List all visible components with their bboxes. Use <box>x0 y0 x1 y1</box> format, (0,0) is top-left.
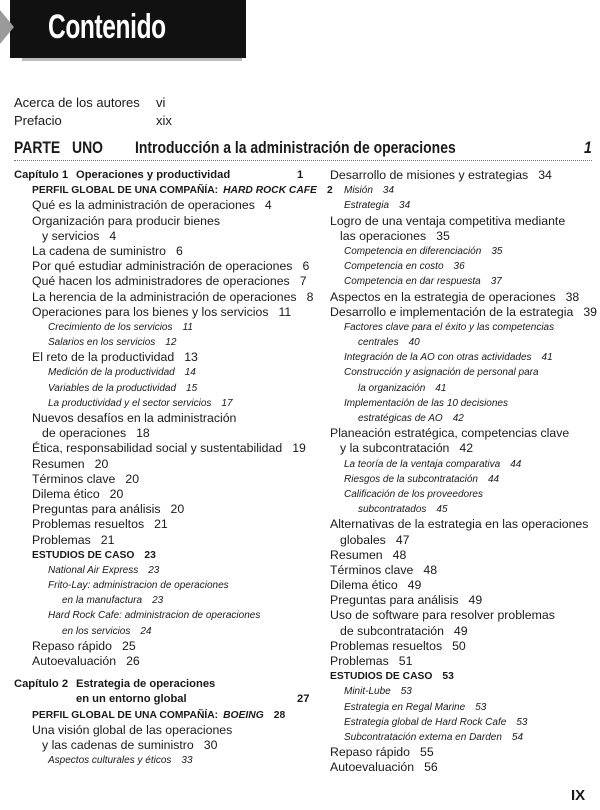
entry-title: las operaciones <box>340 228 427 243</box>
entry-page: 4 <box>109 228 117 243</box>
entry-title: y servicios <box>42 228 100 243</box>
toc-entry <box>14 350 333 365</box>
front-matter-item <box>14 95 166 110</box>
part-number: UNO <box>72 138 103 157</box>
toc-entry <box>14 229 333 244</box>
entry-title: Qué hacen los administradores de operaciones <box>32 274 290 289</box>
entry-page: 13 <box>184 350 198 365</box>
toc-entry <box>14 305 333 320</box>
chapter-label: Capítulo 2 <box>14 678 69 691</box>
toc-entry <box>14 472 333 487</box>
toc-entry <box>330 411 597 426</box>
toc-entry <box>14 753 333 768</box>
entry-title: Repaso rápido <box>330 745 410 760</box>
entry-title: Construcción y asignación de personal para <box>344 367 539 379</box>
entry-title: ESTUDIOS DE CASO <box>32 549 135 561</box>
entry-title: Operaciones para los bienes y los servicios <box>32 304 269 319</box>
entry-title: Desarrollo de misiones y estrategias <box>330 168 529 182</box>
toc-entry <box>330 183 597 198</box>
entry-title: Autoevaluación <box>32 654 117 668</box>
chapter-label: Capítulo 1 <box>14 169 69 181</box>
entry-page: 20 <box>125 471 140 486</box>
entry-title: Frito-Lay: administracion de operaciones <box>48 580 229 592</box>
toc-entry <box>14 723 333 738</box>
toc-entry <box>330 244 597 259</box>
entry-page: 28 <box>273 709 286 721</box>
entry-page: 53 <box>516 716 528 728</box>
toc-entry <box>330 229 597 244</box>
toc-entry <box>330 593 597 608</box>
entry-title: Resumen <box>330 547 383 562</box>
entry-title: estratégicas de AO <box>358 413 443 424</box>
entry-title: Ética, responsabilidad social y sustentabilidad <box>32 441 283 456</box>
entry-page: 15 <box>186 382 198 394</box>
entry-page: 56 <box>424 760 438 775</box>
toc-entry <box>330 745 597 760</box>
entry-title: Estrategia <box>344 200 390 212</box>
entry-page: 35 <box>436 228 450 243</box>
entry-page: 25 <box>121 638 136 653</box>
entry-page: 30 <box>203 737 218 752</box>
entry-title: Misión <box>344 185 373 197</box>
entry-title: Minit-Lube <box>344 686 391 698</box>
toc-entry <box>14 487 333 502</box>
entry-title: Logro de una ventaja competitiva mediante <box>330 213 566 228</box>
entry-title: Una visión global de las operaciones <box>32 722 233 737</box>
toc-entry <box>14 426 333 441</box>
part-page: 1 <box>584 138 592 157</box>
entry-title: Nuevos desafíos en la administración <box>32 411 237 425</box>
entry-page: 20 <box>109 486 124 501</box>
entry-title: Problemas <box>330 654 389 668</box>
entry-page: 17 <box>221 397 233 409</box>
toc-entry <box>330 548 597 563</box>
entry-page: 20 <box>170 502 185 517</box>
toc-entry <box>330 426 597 441</box>
toc-entry <box>330 654 597 669</box>
toc-entry <box>330 457 597 472</box>
entry-page: 24 <box>140 625 152 637</box>
entry-page: 23 <box>144 549 156 561</box>
toc-entry <box>330 350 597 365</box>
entry-page: 34 <box>399 200 411 212</box>
toc-entry <box>330 381 597 396</box>
toc-entry <box>14 654 333 669</box>
toc-entry <box>330 684 597 699</box>
page-folio: IX <box>571 787 586 804</box>
entry-title: Competencia en diferenciación <box>344 245 482 257</box>
entry-title: Variables de la productividad <box>48 382 177 394</box>
entry-title: Preguntas para análisis <box>32 502 161 517</box>
toc-entry <box>330 730 597 745</box>
entry-page: 20 <box>94 456 109 471</box>
entry-title: La cadena de suministro <box>32 243 166 258</box>
toc-right-column <box>330 168 597 776</box>
entry-title: El reto de la productividad <box>32 350 175 365</box>
entry-title: Subcontratación externa en Darden <box>344 731 502 743</box>
toc-entry <box>14 533 333 548</box>
toc-entry <box>14 320 333 335</box>
front-matter-label: Prefacio <box>14 113 62 128</box>
toc-entry <box>330 517 597 532</box>
toc-entry <box>330 487 597 502</box>
entry-title: Alternativas de la estrategia en las operaciones <box>330 517 589 532</box>
entry-title: de subcontratación <box>340 623 444 638</box>
entry-title: Autoevaluación <box>330 760 415 775</box>
toc-entry <box>14 457 333 472</box>
entry-title: Crecimiento de los servicios <box>48 321 173 333</box>
part-title: Introducción a la administración de operaciones <box>135 138 456 157</box>
toc-entry <box>14 517 333 532</box>
entry-title: PERFIL GLOBAL DE UNA COMPAÑÍA: <box>32 709 219 721</box>
toc-entry <box>330 365 597 380</box>
entry-title: la organización <box>358 382 426 394</box>
toc-entry <box>14 214 333 229</box>
entry-title: Operaciones y productividad <box>76 169 231 181</box>
entry-page: 11 <box>278 304 292 319</box>
entry-page: 44 <box>487 473 500 485</box>
entry-page: 12 <box>165 337 177 349</box>
entry-page: 40 <box>408 337 420 349</box>
entry-page: 11 <box>182 321 193 333</box>
toc-entry <box>14 198 333 213</box>
toc-entry <box>330 760 597 775</box>
entry-page: 53 <box>475 701 487 713</box>
entry-emphasis: BOEING <box>223 709 264 721</box>
entry-page: 37 <box>490 276 502 288</box>
entry-title: centrales <box>358 337 399 349</box>
entry-page: 53 <box>442 671 454 683</box>
entry-page: 1 <box>297 169 304 181</box>
entry-page: 35 <box>491 245 503 257</box>
toc-entry <box>330 502 597 517</box>
entry-page: 41 <box>435 382 447 394</box>
entry-title: de operaciones <box>42 426 127 441</box>
toc-entry <box>14 396 333 411</box>
toc-entry <box>330 472 597 487</box>
entry-page: 49 <box>468 593 483 608</box>
entry-page: 8 <box>306 289 314 304</box>
entry-page: 21 <box>100 532 115 547</box>
entry-page: 45 <box>436 504 448 516</box>
toc-entry <box>14 274 333 289</box>
toc-entry <box>330 563 597 578</box>
entry-title: en un entorno global <box>76 693 187 706</box>
entry-title: Organización para producir bienes <box>32 213 220 228</box>
entry-title: PERFIL GLOBAL DE UNA COMPAÑÍA: <box>32 185 219 197</box>
header-shadow <box>22 58 242 61</box>
entry-title: National Air Express <box>48 564 139 576</box>
entry-title: y las cadenas de suministro <box>42 737 194 752</box>
toc-entry <box>14 738 333 753</box>
entry-page: 18 <box>136 426 150 441</box>
entry-title: Por qué estudiar administración de operaciones <box>32 259 293 274</box>
toc-left-column <box>14 168 333 768</box>
entry-page: 4 <box>264 198 272 213</box>
toc-entry <box>14 608 333 623</box>
toc-entry <box>330 715 597 730</box>
toc-entry <box>330 624 597 639</box>
entry-title: Estrategia global de Hard Rock Cafe <box>344 716 507 728</box>
entry-title: Resumen <box>32 456 85 471</box>
front-matter-label: Acerca de los autores <box>14 95 140 110</box>
toc-entry <box>14 244 333 259</box>
entry-title: Estrategia en Regal Marine <box>344 701 466 713</box>
entry-title: Salarios en los servicios <box>48 337 156 349</box>
toc-entry <box>14 578 333 593</box>
entry-title: subcontratados <box>358 504 427 516</box>
entry-page: 44 <box>510 458 522 470</box>
header-banner <box>10 0 246 58</box>
toc-entry <box>14 441 333 456</box>
toc-entry <box>330 639 597 654</box>
entry-title: globales <box>340 532 386 547</box>
toc-entry <box>14 708 333 723</box>
entry-title: Aspectos culturales y éticos <box>48 755 172 767</box>
entry-title: Factores clave para el éxito y las competencias <box>344 321 555 333</box>
entry-page: 2 <box>326 185 333 197</box>
entry-title: Hard Rock Cafe: administracion de operaciones <box>48 610 261 622</box>
toc-entry <box>330 608 597 623</box>
part-label: PARTE <box>14 138 61 157</box>
toc-entry <box>330 214 597 229</box>
entry-title: Integración de la AO con otras actividades <box>344 352 532 364</box>
toc-entry <box>14 183 333 198</box>
entry-page: 26 <box>126 654 140 668</box>
entry-page: 51 <box>398 654 413 668</box>
entry-emphasis: HARD ROCK CAFE <box>223 185 317 197</box>
page-title: Contenido <box>48 8 166 46</box>
entry-title: Competencia en dar respuesta <box>344 276 481 288</box>
entry-page: 33 <box>181 755 193 767</box>
entry-page: 50 <box>452 638 466 653</box>
entry-page: 48 <box>423 562 438 577</box>
entry-title: Uso de software para resolver problemas <box>330 608 555 623</box>
entry-page: 36 <box>453 261 465 273</box>
entry-page: 53 <box>400 686 412 698</box>
entry-page: 7 <box>299 274 307 289</box>
entry-title: Qué es la administración de operaciones <box>32 198 255 213</box>
entry-title: La herencia de la administración de operaciones <box>32 289 297 304</box>
entry-page: 6 <box>302 259 310 274</box>
entry-page: 27 <box>297 693 310 706</box>
toc-entry <box>330 669 597 684</box>
toc-entry <box>14 677 333 692</box>
entry-title: Competencia en costo <box>344 261 444 273</box>
entry-title: Dilema ético <box>32 486 100 501</box>
toc-entry <box>330 700 597 715</box>
toc-entry <box>14 335 333 350</box>
entry-title: ESTUDIOS DE CASO <box>330 671 433 683</box>
toc-entry <box>14 381 333 396</box>
spacer <box>14 669 333 677</box>
toc-entry <box>14 563 333 578</box>
entry-page: 54 <box>511 731 524 743</box>
toc-entry <box>14 593 333 608</box>
entry-page: 34 <box>538 168 552 182</box>
toc-entry <box>14 168 333 183</box>
entry-title: Dilema ético <box>330 578 398 593</box>
entry-title: Calificación de los proveedores <box>344 488 483 500</box>
toc-entry <box>14 259 333 274</box>
entry-page: 34 <box>382 185 395 197</box>
entry-page: 49 <box>453 623 468 638</box>
toc-entry <box>14 411 333 426</box>
entry-title: La teoría de la ventaja comparativa <box>344 458 501 470</box>
toc-entry <box>330 274 597 289</box>
entry-title: Problemas <box>32 532 91 547</box>
entry-title: Implementación de las 10 decisiones <box>344 397 508 409</box>
entry-title: Preguntas para análisis <box>330 593 459 608</box>
entry-title: Problemas resueltos <box>32 517 145 532</box>
entry-page: 39 <box>583 304 598 319</box>
toc-entry <box>330 305 597 320</box>
entry-title: Términos clave <box>32 471 116 486</box>
entry-page: 55 <box>419 745 434 760</box>
entry-page: 23 <box>152 595 164 607</box>
toc-entry <box>14 290 333 305</box>
entry-page: 41 <box>541 352 553 364</box>
entry-title: Medición de la productividad <box>48 367 175 379</box>
toc-entry <box>330 441 597 456</box>
toc-entry <box>14 624 333 639</box>
front-matter-item <box>14 113 172 128</box>
entry-title: Problemas resueltos <box>330 638 443 653</box>
toc-entry <box>330 578 597 593</box>
entry-title: Estrategia de operaciones <box>76 678 216 691</box>
toc-entry <box>330 533 597 548</box>
entry-title: Riesgos de la subcontratación <box>344 473 478 485</box>
entry-title: La productividad y el sector servicios <box>48 397 212 409</box>
chevron-right-icon <box>0 10 14 44</box>
front-matter-page: xix <box>156 113 172 128</box>
toc-entry <box>14 365 333 380</box>
entry-title: Repaso rápido <box>32 638 112 653</box>
entry-page: 38 <box>565 289 580 304</box>
entry-page: 49 <box>407 578 422 593</box>
toc-entry <box>14 548 333 563</box>
entry-title: Planeación estratégica, competencias clave <box>330 426 570 441</box>
toc-entry <box>330 198 597 213</box>
entry-page: 6 <box>175 243 183 258</box>
entry-page: 47 <box>395 532 410 547</box>
toc-entry <box>330 168 597 183</box>
entry-title: Desarrollo e implementación de la estrategia <box>330 304 574 319</box>
entry-title: en la manufactura <box>62 595 143 607</box>
entry-page: 48 <box>392 547 407 562</box>
entry-page: 14 <box>184 367 196 379</box>
toc-entry <box>330 259 597 274</box>
toc-entry <box>330 320 597 335</box>
entry-title: Términos clave <box>330 562 414 577</box>
entry-title: y la subcontratación <box>340 441 450 456</box>
toc-entry <box>14 639 333 654</box>
entry-page: 19 <box>292 441 306 456</box>
toc-entry <box>14 692 333 707</box>
entry-title: Aspectos en la estrategia de operaciones <box>330 289 556 304</box>
toc-entry <box>330 396 597 411</box>
toc-entry <box>330 335 597 350</box>
entry-page: 42 <box>452 413 464 424</box>
toc-entry <box>14 502 333 517</box>
entry-page: 42 <box>459 441 474 456</box>
part-heading <box>14 138 592 161</box>
toc-entry <box>330 290 597 305</box>
front-matter-page: vi <box>156 95 166 110</box>
entry-page: 23 <box>148 564 160 576</box>
entry-title: en los servicios <box>62 625 131 637</box>
entry-page: 21 <box>154 517 168 532</box>
